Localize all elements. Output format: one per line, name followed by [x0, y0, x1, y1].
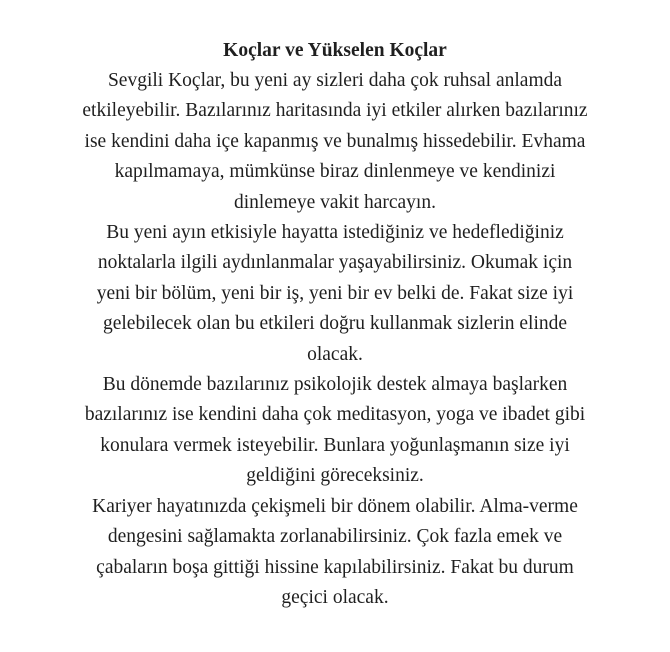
text-line: geldiğini göreceksiniz. — [246, 465, 424, 487]
text-line: Sevgili Koçlar, bu yeni ay sizleri daha çok ruhsal anlamda — [107, 70, 563, 91]
paragraph-1 — [14, 66, 656, 218]
text-line: dinlemeye vakit harcayın. — [234, 191, 436, 213]
text-line: etkileyebilir. Bazılarınız haritasında iyi etkiler alırken bazılarınız — [82, 100, 588, 122]
paragraph-3 — [14, 370, 656, 492]
text-line: noktalarla ilgili aydınlanmalar yaşayabilirsiniz. Okumak için — [97, 252, 573, 274]
text-line: geçici olacak. — [281, 586, 389, 608]
article-title: Koçlar ve Yükselen Koçlar — [223, 40, 447, 61]
text-line: kapılmamaya, mümkünse biraz dinlenmeye ve kendinizi — [114, 161, 556, 183]
text-line: dengesini sağlamakta zorlanabilirsiniz. Çok fazla emek ve — [107, 526, 563, 548]
text-line: olacak. — [307, 343, 363, 365]
text-line: gelebilecek olan bu etkileri doğru kullanmak sizlerin elinde — [102, 313, 568, 335]
text-line: yeni bir bölüm, yeni bir iş, yeni bir ev belki de. Fakat size iyi — [96, 282, 574, 304]
text-line: Bu dönemde bazılarınız psikolojik destek almaya başlarken — [102, 374, 568, 396]
text-line: Kariyer hayatınızda çekişmeli bir dönem olabilir. Alma-verme — [92, 495, 578, 517]
paragraph-2 — [14, 218, 656, 370]
text-line: bazılarınız ise kendini daha çok meditasyon, yoga ve ibadet gibi — [84, 404, 586, 426]
text-line: Bu yeni ayın etkisiyle hayatta istediğiniz ve hedeflediğiniz — [106, 222, 564, 244]
text-line: konulara vermek isteyebilir. Bunlara yoğunlaşmanın size iyi — [100, 434, 570, 456]
text-line: ise kendini daha içe kapanmış ve bunalmış hissedebilir. Evhama — [84, 130, 586, 152]
text-line: çabaların boşa gittiği hissine kapılabilirsiniz. Fakat bu durum — [96, 556, 574, 578]
paragraph-4 — [14, 492, 656, 614]
